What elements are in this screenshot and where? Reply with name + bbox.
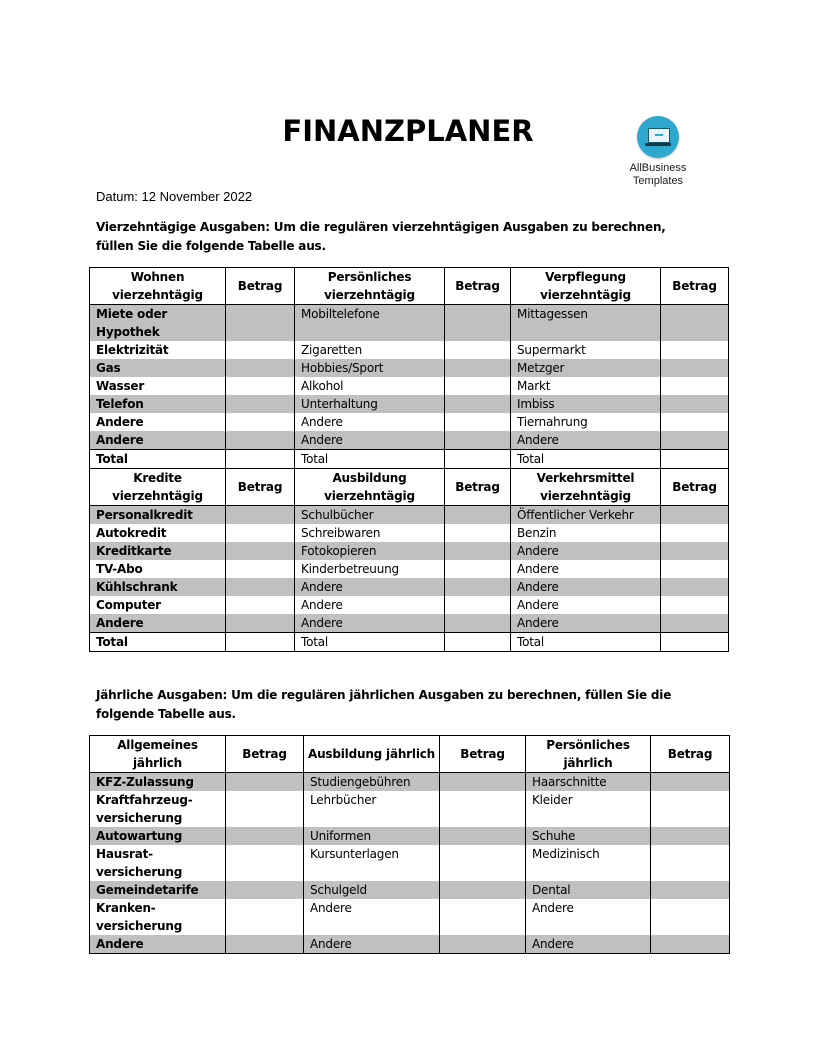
amount-cell[interactable]	[226, 359, 295, 377]
table-row	[90, 845, 730, 881]
logo-text: AllBusiness Templates	[629, 162, 687, 187]
amount-cell[interactable]	[651, 791, 730, 827]
amount-cell[interactable]	[661, 377, 729, 395]
amount-cell[interactable]	[226, 773, 304, 792]
table-row	[90, 560, 729, 578]
expense-category: Andere	[526, 899, 651, 935]
amount-cell[interactable]	[226, 935, 304, 954]
amount-cell[interactable]	[226, 506, 295, 525]
expense-category: Andere	[90, 431, 226, 450]
expense-category: Hobbies/Sport	[295, 359, 445, 377]
expense-category: Mobiltelefone	[295, 305, 445, 342]
amount-column-header: Betrag	[651, 736, 730, 773]
expense-category: Telefon	[90, 395, 226, 413]
expense-category: Fotokopieren	[295, 542, 445, 560]
total-label: Total	[511, 450, 661, 469]
amount-cell[interactable]	[651, 899, 730, 935]
amount-cell[interactable]	[661, 341, 729, 359]
expense-category: Imbiss	[511, 395, 661, 413]
amount-cell[interactable]	[226, 827, 304, 845]
expense-category: Andere	[304, 899, 440, 935]
amount-cell[interactable]	[445, 359, 511, 377]
amount-cell[interactable]	[445, 524, 511, 542]
amount-cell[interactable]	[661, 560, 729, 578]
amount-cell[interactable]	[661, 524, 729, 542]
column-header: Ausbildung jährlich	[304, 736, 440, 773]
column-header: Ausbildung vierzehntägig	[295, 469, 445, 506]
expense-category: Schulbücher	[295, 506, 445, 525]
total-amount-cell[interactable]	[445, 633, 511, 652]
yearly-expenses-table	[89, 735, 730, 954]
amount-column-header: Betrag	[661, 268, 729, 305]
amount-column-header: Betrag	[440, 736, 526, 773]
amount-cell[interactable]	[226, 377, 295, 395]
amount-cell[interactable]	[445, 596, 511, 614]
amount-cell[interactable]	[651, 845, 730, 881]
expense-category: Kühlschrank	[90, 578, 226, 596]
amount-cell[interactable]	[661, 614, 729, 633]
amount-cell[interactable]	[226, 431, 295, 450]
column-header: Wohnen vierzehntägig	[90, 268, 226, 305]
table-row	[90, 935, 730, 954]
column-header: Verpflegung vierzehntägig	[511, 268, 661, 305]
expense-category: Andere	[295, 614, 445, 633]
amount-cell[interactable]	[440, 827, 526, 845]
total-label: Total	[295, 633, 445, 652]
expense-category: Computer	[90, 596, 226, 614]
total-amount-cell[interactable]	[226, 633, 295, 652]
table-row	[90, 359, 729, 377]
expense-category: Andere	[304, 935, 440, 954]
expense-category: Andere	[295, 578, 445, 596]
total-label: Total	[90, 633, 226, 652]
table-row	[90, 881, 730, 899]
expense-category: TV-Abo	[90, 560, 226, 578]
amount-cell[interactable]	[445, 542, 511, 560]
amount-cell[interactable]	[661, 431, 729, 450]
expense-category: Mittagessen	[511, 305, 661, 342]
table-header-row	[90, 469, 729, 506]
amount-cell[interactable]	[661, 506, 729, 525]
expense-category: Andere	[511, 578, 661, 596]
table-row	[90, 614, 729, 633]
column-header: Kredite vierzehntägig	[90, 469, 226, 506]
expense-category: Autokredit	[90, 524, 226, 542]
amount-cell[interactable]	[440, 791, 526, 827]
expense-category: Kursunterlagen	[304, 845, 440, 881]
table-header-row	[90, 268, 729, 305]
table-row	[90, 377, 729, 395]
expense-category: Andere	[511, 596, 661, 614]
amount-cell[interactable]	[445, 614, 511, 633]
expense-category: Elektrizität	[90, 341, 226, 359]
amount-cell[interactable]	[661, 542, 729, 560]
amount-cell[interactable]	[226, 899, 304, 935]
expense-category: Andere	[526, 935, 651, 954]
document-date: Datum: 12 November 2022	[96, 189, 253, 204]
total-row	[90, 633, 729, 652]
table-row	[90, 341, 729, 359]
amount-cell[interactable]	[226, 614, 295, 633]
amount-cell[interactable]	[445, 578, 511, 596]
expense-category: Miete oder Hypothek	[90, 305, 226, 342]
expense-category: Uniformen	[304, 827, 440, 845]
column-header: Allgemeines jährlich	[90, 736, 226, 773]
amount-cell[interactable]	[226, 305, 295, 342]
expense-category: Schulgeld	[304, 881, 440, 899]
amount-cell[interactable]	[661, 305, 729, 342]
table-row	[90, 413, 729, 431]
expense-category: Kraftfahrzeug-versicherung	[90, 791, 226, 827]
table-row	[90, 578, 729, 596]
expense-category: Medizinisch	[526, 845, 651, 881]
expense-category: Gas	[90, 359, 226, 377]
expense-category: Schuhe	[526, 827, 651, 845]
expense-category: Schreibwaren	[295, 524, 445, 542]
amount-column-header: Betrag	[445, 268, 511, 305]
amount-cell[interactable]	[661, 359, 729, 377]
table-row	[90, 305, 729, 342]
amount-cell[interactable]	[226, 542, 295, 560]
biweekly-intro: Vierzehntägige Ausgaben: Um die regulären vierzehntägigen Ausgaben zu berechnen, füllen Sie die folgende Tabelle aus.	[96, 220, 666, 253]
table-row	[90, 596, 729, 614]
expense-category: Benzin	[511, 524, 661, 542]
expense-category: Öffentlicher Verkehr	[511, 506, 661, 525]
amount-cell[interactable]	[651, 881, 730, 899]
amount-cell[interactable]	[440, 773, 526, 792]
table-row	[90, 773, 730, 792]
amount-cell[interactable]	[445, 395, 511, 413]
table-row	[90, 791, 730, 827]
expense-category: Wasser	[90, 377, 226, 395]
amount-cell[interactable]	[445, 377, 511, 395]
expense-category: Kleider	[526, 791, 651, 827]
expense-category: Zigaretten	[295, 341, 445, 359]
amount-cell[interactable]	[661, 578, 729, 596]
table-row	[90, 542, 729, 560]
expense-category: KFZ-Zulassung	[90, 773, 226, 792]
column-header: Persönliches vierzehntägig	[295, 268, 445, 305]
expense-category: Andere	[90, 935, 226, 954]
expense-category: Andere	[511, 560, 661, 578]
expense-category: Andere	[511, 614, 661, 633]
amount-column-header: Betrag	[226, 268, 295, 305]
total-label: Total	[90, 450, 226, 469]
amount-cell[interactable]	[661, 395, 729, 413]
amount-cell[interactable]	[226, 578, 295, 596]
expense-category: Kinderbetreuung	[295, 560, 445, 578]
biweekly-expenses-table	[89, 267, 729, 652]
amount-cell[interactable]	[226, 341, 295, 359]
table-row	[90, 506, 729, 525]
expense-category: Haarschnitte	[526, 773, 651, 792]
amount-cell[interactable]	[445, 431, 511, 450]
expense-category: Andere	[295, 431, 445, 450]
amount-cell[interactable]	[226, 524, 295, 542]
amount-cell[interactable]	[661, 596, 729, 614]
amount-cell[interactable]	[651, 827, 730, 845]
amount-cell[interactable]	[226, 845, 304, 881]
expense-category: Lehrbücher	[304, 791, 440, 827]
expense-category: Andere	[295, 413, 445, 431]
amount-cell[interactable]	[440, 845, 526, 881]
amount-cell[interactable]	[661, 413, 729, 431]
table-row	[90, 395, 729, 413]
expense-category: Kreditkarte	[90, 542, 226, 560]
expense-category: Hausrat-versicherung	[90, 845, 226, 881]
amount-cell[interactable]	[226, 413, 295, 431]
laptop-icon	[637, 116, 679, 158]
column-header: Persönliches jährlich	[526, 736, 651, 773]
page-title: FINANZPLANER	[282, 114, 534, 148]
table-header-row	[90, 736, 730, 773]
total-amount-cell[interactable]	[226, 450, 295, 469]
expense-category: Studiengebühren	[304, 773, 440, 792]
expense-category: Autowartung	[90, 827, 226, 845]
amount-cell[interactable]	[226, 881, 304, 899]
brand-logo	[622, 114, 694, 188]
amount-cell[interactable]	[651, 773, 730, 792]
total-amount-cell[interactable]	[661, 450, 729, 469]
amount-cell[interactable]	[226, 596, 295, 614]
total-label: Total	[511, 633, 661, 652]
amount-cell[interactable]	[440, 935, 526, 954]
amount-cell[interactable]	[445, 413, 511, 431]
table-row	[90, 431, 729, 450]
amount-cell[interactable]	[445, 506, 511, 525]
expense-category: Kranken-versicherung	[90, 899, 226, 935]
amount-cell[interactable]	[226, 560, 295, 578]
amount-cell[interactable]	[226, 395, 295, 413]
expense-category: Andere	[295, 596, 445, 614]
total-amount-cell[interactable]	[661, 633, 729, 652]
expense-category: Metzger	[511, 359, 661, 377]
column-header: Verkehrsmittel vierzehntägig	[511, 469, 661, 506]
table-row	[90, 827, 730, 845]
expense-category: Unterhaltung	[295, 395, 445, 413]
expense-category: Alkohol	[295, 377, 445, 395]
expense-category: Andere	[511, 542, 661, 560]
amount-cell[interactable]	[651, 935, 730, 954]
amount-cell[interactable]	[226, 791, 304, 827]
total-row	[90, 450, 729, 469]
yearly-intro: Jährliche Ausgaben: Um die regulären jährlichen Ausgaben zu berechnen, füllen Sie die folgende Tabelle aus.	[96, 688, 672, 721]
expense-category: Tiernahrung	[511, 413, 661, 431]
amount-column-header: Betrag	[661, 469, 729, 506]
expense-category: Andere	[90, 413, 226, 431]
expense-category: Dental	[526, 881, 651, 899]
total-label: Total	[295, 450, 445, 469]
expense-category: Markt	[511, 377, 661, 395]
table-row	[90, 524, 729, 542]
total-amount-cell[interactable]	[445, 450, 511, 469]
expense-category: Supermarkt	[511, 341, 661, 359]
amount-column-header: Betrag	[226, 736, 304, 773]
amount-cell[interactable]	[445, 341, 511, 359]
amount-cell[interactable]	[440, 881, 526, 899]
amount-cell[interactable]	[440, 899, 526, 935]
amount-cell[interactable]	[445, 305, 511, 342]
amount-cell[interactable]	[445, 560, 511, 578]
amount-column-header: Betrag	[445, 469, 511, 506]
amount-column-header: Betrag	[226, 469, 295, 506]
table-row	[90, 899, 730, 935]
expense-category: Andere	[90, 614, 226, 633]
expense-category: Personalkredit	[90, 506, 226, 525]
expense-category: Gemeindetarife	[90, 881, 226, 899]
expense-category: Andere	[511, 431, 661, 450]
